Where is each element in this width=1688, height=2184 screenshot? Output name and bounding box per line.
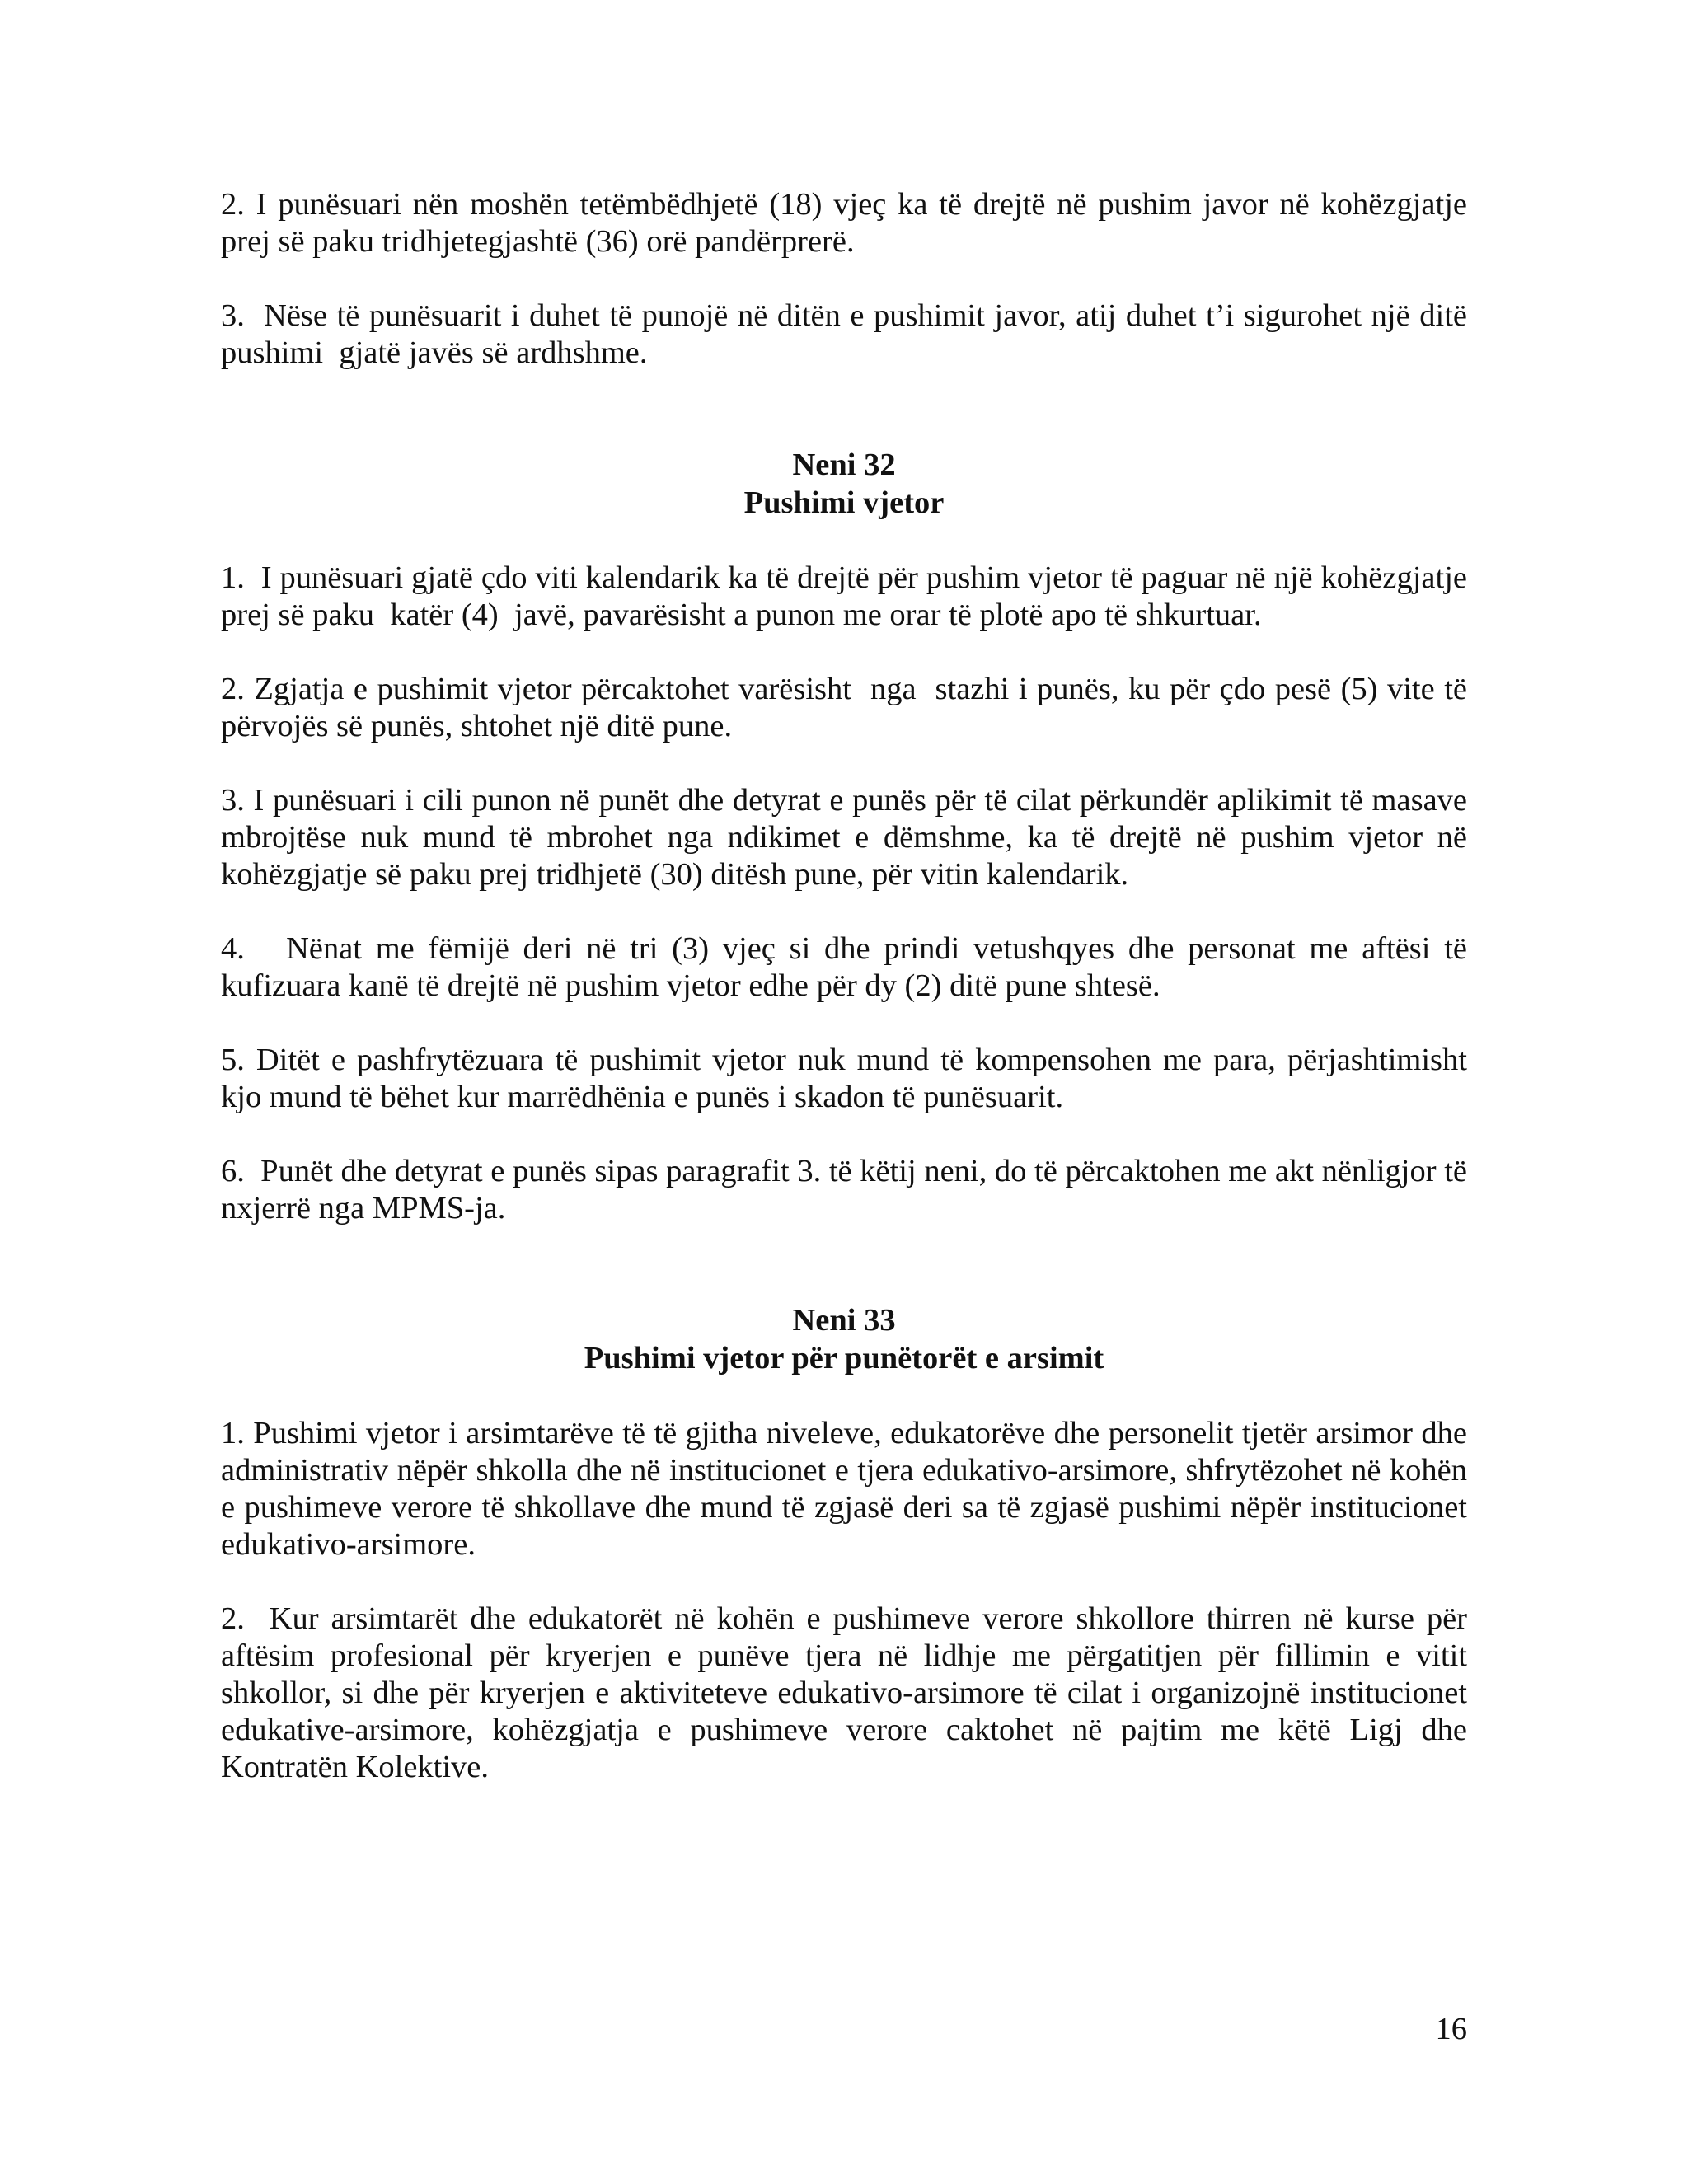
paragraph: 2. Zgjatja e pushimit vjetor përcaktohet varësisht nga stazhi i punës, ku për çdo pesë (5) vite të përvojës së punës, shtohet një ditë pune.	[221, 672, 1475, 743]
article-title: Pushimi vjetor	[743, 485, 945, 520]
paragraph: 1. I punësuari gjatë çdo viti kalendarik ka të drejtë për pushim vjetor të paguar në një kohëzgjatje prej së paku katër (4) javë, pavarësisht a punon me orar të plotë apo të shkurtuar.	[221, 560, 1475, 632]
paragraph: 3. I punësuari i cili punon në punët dhe detyrat e punës për të cilat përkundër aplikimit të masave mbrojtëse nuk mund të mbrohet nga ndikimet e dëmshme, ka të drejtë në pushim vjetor në kohëzgjatje së paku prej tridhjetë (30) ditësh pune, për vitin kalendarik.	[221, 783, 1475, 892]
intro-section	[221, 186, 1475, 372]
page-number: 16	[1435, 2012, 1467, 2046]
paragraph: 1. Pushimi vjetor i arsimtarëve të të gjitha niveleve, edukatorëve dhe personelit tjetër arsimor dhe administrativ nëpër shkolla dhe në institucionet e tjera edukativo-arsimore, shfrytëzohet në kohën e pushimeve verore të shkollave dhe mund të zgjasë deri sa të zgjasë pushimi nëpër institucionet edukativo-arsimore.	[221, 1416, 1475, 1562]
article-title: Pushimi vjetor për punëtorët e arsimit	[584, 1341, 1104, 1376]
document-page	[221, 186, 1475, 1786]
article-number: Neni 32	[792, 448, 896, 482]
article-heading	[221, 446, 1467, 522]
article-heading	[221, 1301, 1467, 1377]
paragraph: 3. Nëse të punësuarit i duhet të punojë në ditën e pushimit javor, atij duhet t’i sigurohet një ditë pushimi gjatë javës së ardhshme.	[221, 298, 1475, 370]
article-33	[221, 1301, 1475, 1786]
paragraph: 2. Kur arsimtarët dhe edukatorët në kohën e pushimeve verore shkollore thirren në kurse për aftësim profesional për kryerjen e punëve tjera në lidhje me përgatitjen për fillimin e vitit shkollor, si dhe për kryerjen e aktiviteteve edukativo-arsimore të cilat i organizojnë institucionet edukative-arsimore, kohëzgjatja e pushimeve verore caktohet në pajtim me këtë Ligj dhe Kontratën Kolektive.	[221, 1601, 1475, 1784]
paragraph: 2. I punësuari nën moshën tetëmbëdhjetë (18) vjeç ka të drejtë në pushim javor në kohëzgjatje prej së paku tridhjetegjashtë (36) orë pandërprerë.	[221, 187, 1475, 259]
paragraph: 4. Nënat me fëmijë deri në tri (3) vjeç si dhe prindi vetushqyes dhe personat me aftësi të kufizuara kanë të drejtë në pushim vjetor edhe për dy (2) ditë pune shtesë.	[221, 931, 1475, 1003]
article-32	[221, 446, 1475, 1227]
article-number: Neni 33	[792, 1303, 896, 1338]
paragraph: 5. Ditët e pashfrytëzuara të pushimit vjetor nuk mund të kompensohen me para, përjashtimisht kjo mund të bëhet kur marrëdhënia e punës i skadon të punësuarit.	[221, 1043, 1475, 1114]
paragraph: 6. Punët dhe detyrat e punës sipas paragrafit 3. të këtij neni, do të përcaktohen me akt nënligjor të nxjerrë nga MPMS-ja.	[221, 1154, 1475, 1226]
